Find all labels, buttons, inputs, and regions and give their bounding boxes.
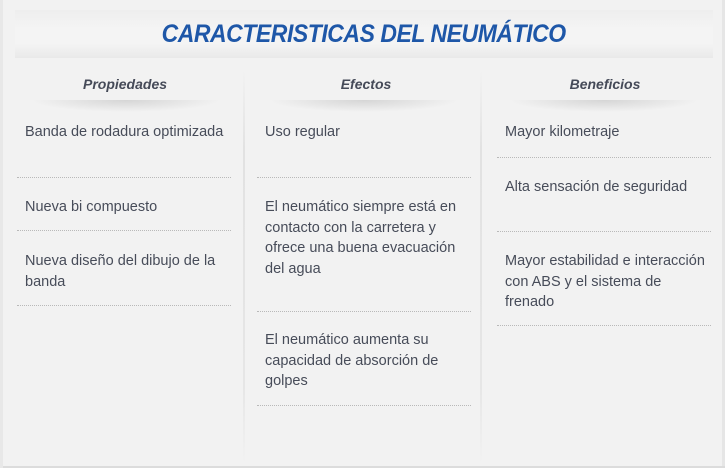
item-divider [257,177,471,178]
column-divider [480,70,482,465]
page-title: CARACTERISTICAS DEL NEUMÁTICO [161,20,567,48]
heading-underline [31,100,221,112]
list-item: Alta sensación de seguridad [505,179,688,195]
title-bar [15,10,713,58]
item-divider [17,305,231,306]
list-item: Mayor kilometraje [505,124,620,140]
list-item: Banda de rodadura optimizada [25,124,224,140]
item-divider [497,325,711,326]
list-item: El neumático siempre está en contacto con la carretera y ofrece una buena evacuación del agua [265,199,457,277]
column-heading-propiedades: Propiedades [82,76,168,92]
column-heading-efectos: Efectos [340,76,392,92]
list-item: Nueva bi compuesto [25,199,158,215]
list-item: Uso regular [265,124,340,140]
item-divider [17,230,231,231]
item-divider [257,311,471,312]
list-item: Mayor estabilidad e interacción con ABS y el sistema de frenado [505,253,705,310]
item-divider [497,231,711,232]
heading-underline [509,100,699,112]
list-item: El neumático aumenta su capacidad de absorción de golpes [265,332,439,389]
item-divider [497,157,711,158]
column-divider [243,70,245,465]
item-divider [257,405,471,406]
column-heading-beneficios: Beneficios [569,76,641,92]
item-divider [17,177,231,178]
list-item: Nueva diseño del dibujo de la banda [25,253,216,290]
heading-underline [269,100,459,112]
